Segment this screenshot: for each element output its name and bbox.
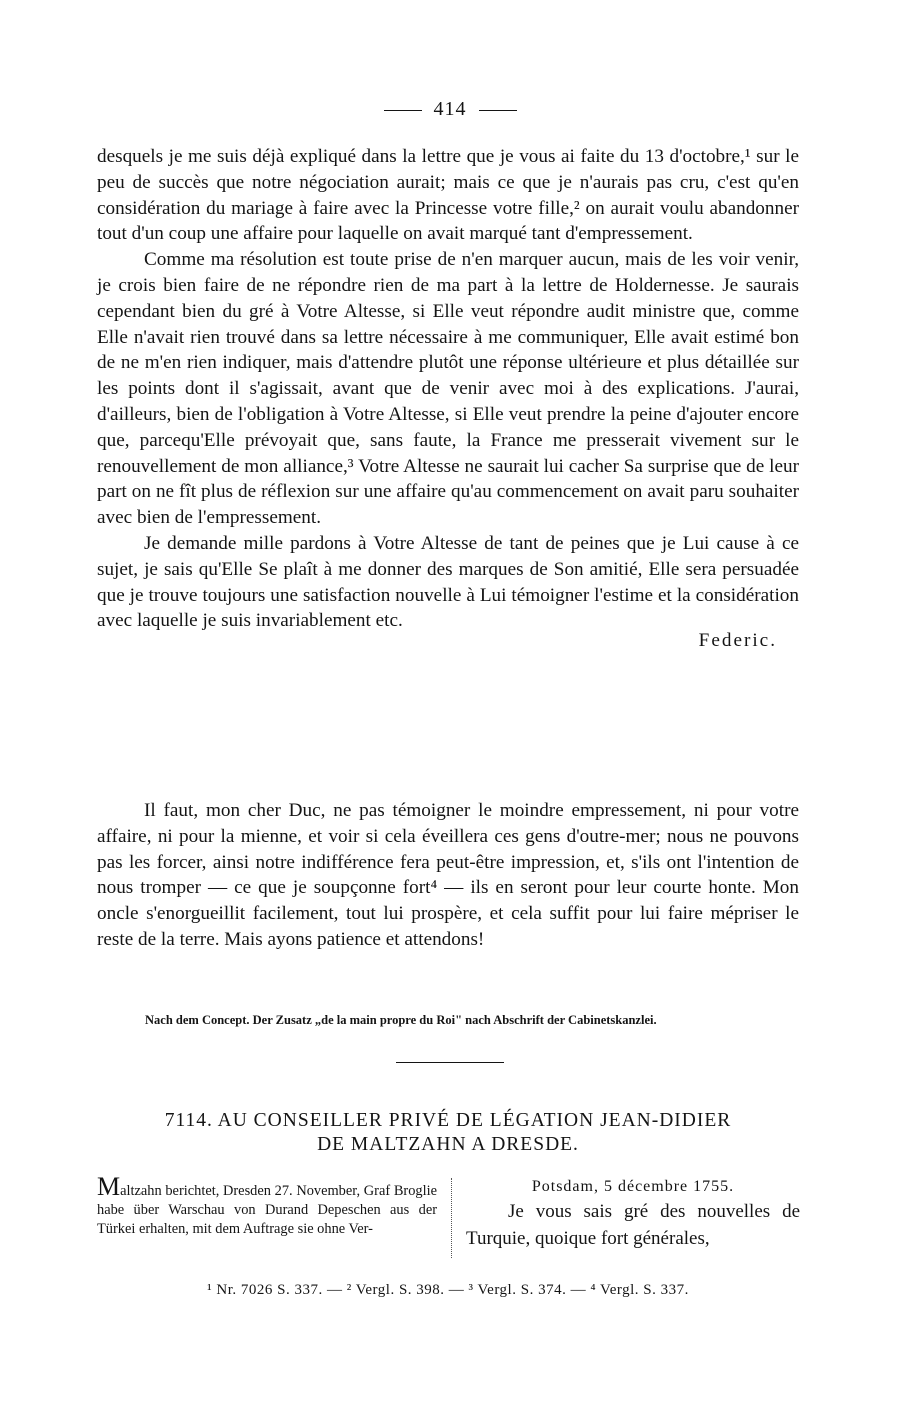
- letter-heading: [97, 1109, 799, 1157]
- header-dash-left: [384, 110, 422, 111]
- dateline: Potsdam, 5 décembre 1755.: [531, 1178, 735, 1195]
- paragraph-3: Je demande mille pardons à Votre Altesse de tant de peines que je Lui cause à ce sujet, je sais qu'Elle Se plaît à me donner des marques de Son amitié, Elle sera persuadée que je trouve toujours une satisfaction nouvelle à Lui témoigner l'estime et la considération avec laquelle je suis invariablement etc.: [97, 532, 799, 632]
- section-divider: [396, 1062, 504, 1063]
- regest-summary: Maltzahn berichtet, Dresden 27. November, Graf Broglie habe über Warschau von Durand Depeschen aus der Türkei erhalten, mit dem Auftrage sie ohne Ver-: [97, 1172, 437, 1237]
- letter-start: Je vous sais gré des nouvelles de Turquie, quoique fort générales,: [466, 1201, 800, 1249]
- column-separator: [451, 1178, 452, 1258]
- header-dash-right: [479, 110, 517, 111]
- letter-heading-line-2: DE MALTZAHN A DRESDE.: [317, 1134, 579, 1155]
- page-header: [0, 98, 900, 121]
- paragraph-2: Comme ma résolution est toute prise de n'en marquer aucun, mais de les voir venir, je crois bien faire de ne répondre rien de ma part à la lettre de Holdernesse. Je saurais cependant bien du gré à Votre Altesse, si Elle veut répondre audit ministre que, comme Elle n'avait rien trouvé dans sa lettre nécessaire à me communiquer, Elle avait estimé bon de ne m'en rien indiquer, mais d'attendre plutôt une réponse ultérieure et plus détaillée sur les points dont il s'agissait, avant que de venir avec moi à des explications. J'aurai, d'ailleurs, bien de l'obligation à Votre Altesse, si Elle veut prendre la peine d'ajouter encore que, parcequ'Elle prévoyait que, sans faute, la France me presserait vivement sur le renouvellement de mon alliance,³ Votre Altesse ne saurait lui cacher Sa surprise que de leur part on ne fît plus de réflexion sur une affaire qu'au commencement on avait paru souhaiter avec bien de l'empressement.: [97, 249, 799, 529]
- letter-heading-line-1: 7114. AU CONSEILLER PRIVÉ DE LÉGATION JEAN-DIDIER: [164, 1110, 732, 1131]
- page-number: 414: [433, 98, 467, 120]
- postscript: Il faut, mon cher Duc, ne pas témoigner le moindre empressement, ni pour votre affaire, ni pour la mienne, et voir si cela éveillera ces gens d'outre-mer; nous ne pouvons pas les forcer, ainsi notre indifférence fera peut-être impression, et, s'ils ont l'intention de nous tromper — ce que je soupçonne fort⁴ — ils en seront pour leur courte honte. Mon oncle s'enorgueillit facilement, tout lui prospère, et cela suffit pour lui faire mépriser le reste de la terre. Mais ayons patience et attendons!: [97, 800, 799, 950]
- letter-opening: [466, 1176, 800, 1252]
- signature: Federic.: [698, 630, 777, 652]
- footnotes: ¹ Nr. 7026 S. 337. — ² Vergl. S. 398. — ³ Vergl. S. 374. — ⁴ Vergl. S. 337.: [207, 1282, 689, 1298]
- source-note: Nach dem Concept. Der Zusatz „de la main propre du Roi" nach Abschrift der Cabinetskanzlei.: [145, 1013, 657, 1027]
- paragraph-1: desquels je me suis déjà expliqué dans la lettre que je vous ai faite du 13 d'octobre,¹ sur le peu de succès que notre négociation aurait; mais ce que je n'aurais pas cru, c'est qu'en considération du mariage à faire avec la Princesse votre fille,² on aurait voulu abandonner tout d'un coup une affaire pour laquelle on avait marqué tant d'empressement.: [97, 146, 799, 245]
- letter-body: [97, 144, 799, 654]
